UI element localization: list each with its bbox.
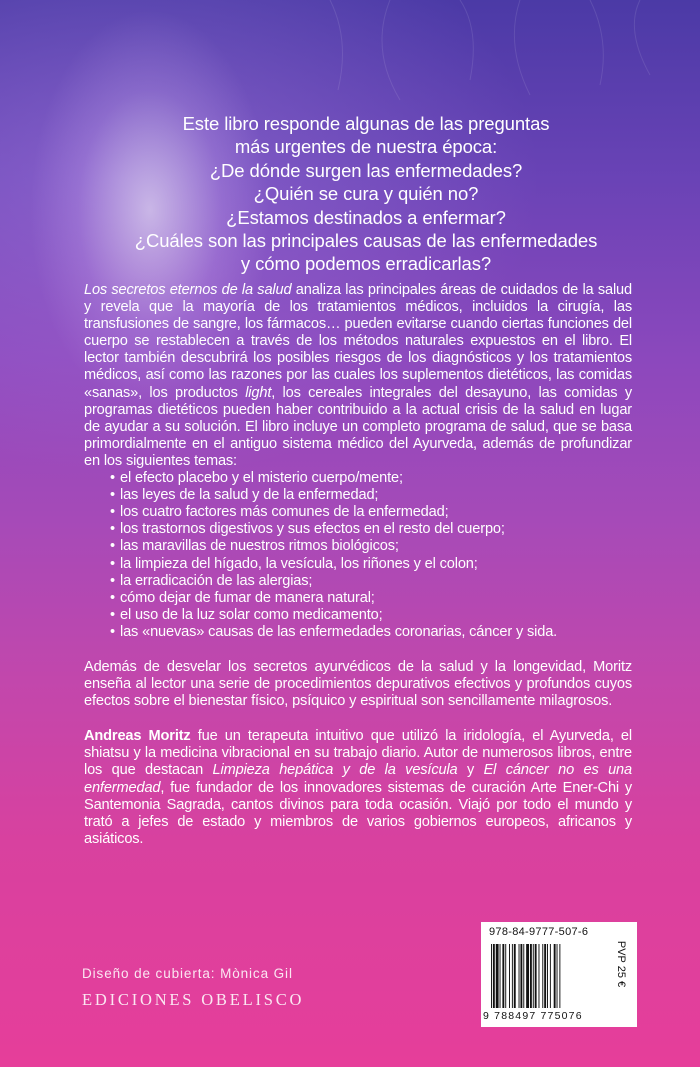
book-description xyxy=(84,282,632,848)
list-item: • la erradicación de las alergias; xyxy=(110,573,632,590)
book-title: Los secretos eternos de la salud xyxy=(84,282,292,298)
list-item: • las maravillas de nuestros ritmos biológicos; xyxy=(110,538,632,555)
description-paragraph-2: Además de desvelar los secretos ayurvédicos de la salud y la longevidad, Moritz enseña al lector una serie de procedimientos depurativos efectivos y profundos cuyos efectos sobre el bienestar físico, psíquico y espiritual son sencillamente milagrosos. xyxy=(84,658,632,710)
list-item: • la limpieza del hígado, la vesícula, los riñones y el colon; xyxy=(110,556,632,573)
ean-digits: 9 788497 775076 xyxy=(483,1010,583,1022)
isbn-text: 978-84-9777-507-6 xyxy=(489,926,589,938)
price-label: PVP 25 € xyxy=(615,940,627,988)
list-item: • las leyes de la salud y de la enfermedad; xyxy=(110,487,632,504)
list-item: • los trastornos digestivos y sus efectos en el resto del cuerpo; xyxy=(110,521,632,538)
intro-line: y cómo podemos erradicarlas? xyxy=(240,253,492,275)
author-bio: Andreas Moritz fue un terapeuta intuitivo que utilizó la iridología, el Ayurveda, el shiatsu y la medicina vibracional en su trabajo diario. Autor de numerosos libros, entre los que destacan Limpieza hepática y de la vesícula y El cáncer no es una enfermedad, fue fundador de los innovadores sistemas de curación Arte Ener-Chi y Santemonia Sagrada, cantos divinos para toda ocasión. Viajó por todo el mundo y trató a jefes de estado y miembros de varios gobiernos europeos, africanos y asiáticos. xyxy=(84,728,632,847)
author-name: Andreas Moritz xyxy=(84,728,191,745)
topics-list xyxy=(84,470,632,641)
description-paragraph: Los secretos eternos de la salud analiza las principales áreas de cuidados de la salud y revela que la mayoría de los tratamientos médicos, incluidos la cirugía, las transfusiones de sangre, los fármacos… pueden evitarse cuando ciertas funciones del cuerpo se restablecen a través de los métodos naturales expuestos en el libro. El lector también descubrirá los posibles riesgos de los diagnósticos y los tratamientos médicos, así como las razones por las cuales los suplementos dietéticos, las comidas «sanas», los productos light, los cereales integrales del desayuno, las comidas y programas dietéticos pueden haber contribuido a la actual crisis de la salud en lugar de ayudar a su solución. El libro incluye un completo programa de salud, que se basa primordialmente en el antiguo sistema médico del Ayurveda, además de profundizar en los siguientes temas: xyxy=(84,282,632,469)
publisher-name: EDICIONES OBELISCO xyxy=(82,990,305,1009)
intro-line: ¿Cuáles son las principales causas de las enfermedades xyxy=(134,230,598,252)
list-item: • las «nuevas» causas de las enfermedades coronarias, cáncer y sida. xyxy=(110,624,632,641)
intro-line: ¿De dónde surgen las enfermedades? xyxy=(209,159,523,181)
intro-line: ¿Quién se cura y quién no? xyxy=(253,183,479,205)
list-item: • cómo dejar de fumar de manera natural; xyxy=(110,590,632,607)
list-item: • los cuatro factores más comunes de la enfermedad; xyxy=(110,504,632,521)
cover-design-credit: Diseño de cubierta: Mònica Gil xyxy=(82,966,293,981)
barcode-image xyxy=(489,944,609,1008)
barcode-panel xyxy=(481,922,637,1027)
intro-questions xyxy=(96,112,636,276)
list-item: • el efecto placebo y el misterio cuerpo/mente; xyxy=(110,470,632,487)
intro-line: ¿Estamos destinados a enfermar? xyxy=(226,206,506,228)
intro-line: más urgentes de nuestra época: xyxy=(234,136,498,158)
list-item: • el uso de la luz solar como medicamento; xyxy=(110,607,632,624)
intro-line: Este libro responde algunas de las preguntas xyxy=(182,113,550,134)
decorative-texture xyxy=(0,0,700,120)
